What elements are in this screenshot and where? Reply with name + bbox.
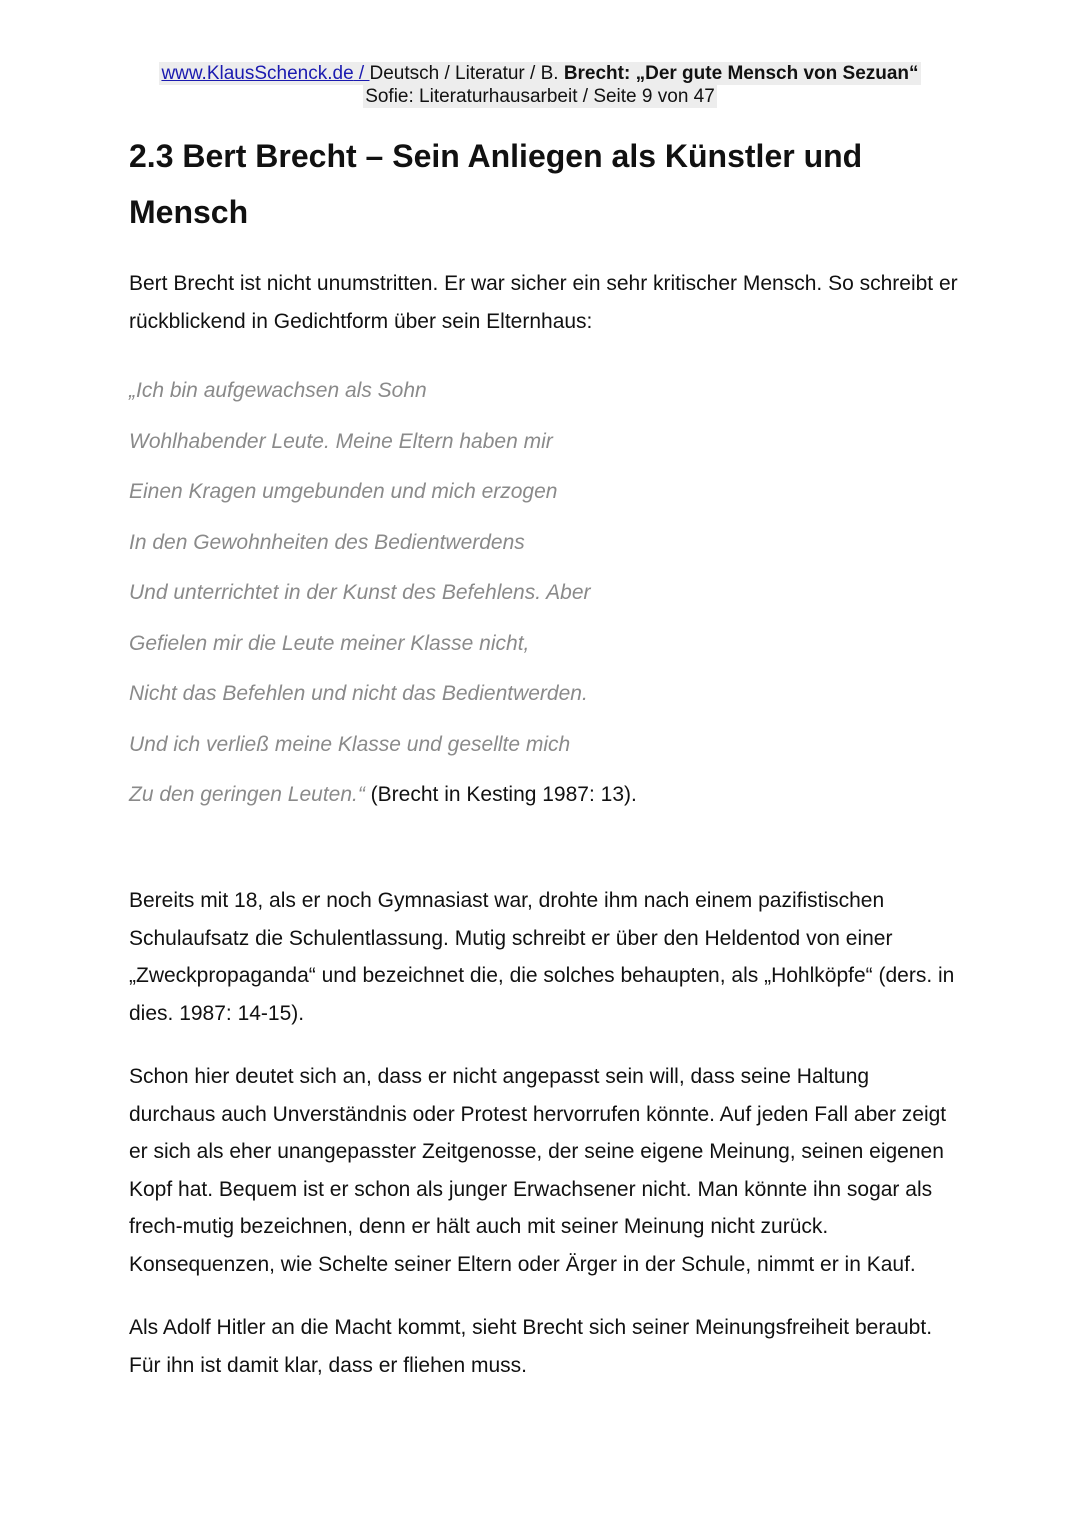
poem-line: Und unterrichtet in der Kunst des Befehlens. Aber [129, 581, 591, 604]
header-source-line [159, 62, 920, 85]
paragraph-school: Bereits mit 18, als er noch Gymnasiast war, drohte ihm nach einem pazifistischen Schulaufsatz die Schulentlassung. Mutig schreibt er über den Heldentod von einer „Zweckpropaganda“ und bezeichnet die, die solches behaupten, als „Hohlköpfe“ (ders. in dies. 1987: 14-15). [129, 889, 955, 1025]
site-link[interactable]: www.KlausSchenck.de [161, 63, 354, 84]
page-header [0, 62, 1080, 108]
poem-line: In den Gewohnheiten des Bedientwerdens [129, 530, 525, 554]
poem-quote [129, 366, 959, 821]
header-path: Deutsch / Literatur / B. [369, 63, 564, 84]
poem-line-text: Zu den geringen Leuten.“ [129, 783, 365, 806]
paragraph-exile: Als Adolf Hitler an die Macht kommt, sieht Brecht sich seiner Meinungsfreiheit beraubt. Für ihn ist damit klar, dass er fliehen muss. [129, 1316, 933, 1377]
intro-paragraph: Bert Brecht ist nicht unumstritten. Er war sicher ein sehr kritischer Mensch. So schreibt er rückblickend in Gedichtform über sein Elternhaus: [129, 272, 958, 333]
paragraph-attitude: Schon hier deutet sich an, dass er nicht angepasst sein will, dass seine Haltung durchaus auch Unverständnis oder Protest hervorrufen könnte. Auf jeden Fall aber zeigt er sich als eher unangepasster Zeitgenosse, der seine eigene Meinung, seinen eigenen Kopf hat. Bequem ist er schon als junger Erwachsener nicht. Man könnte ihn sogar als frech-mutig bezeichnen, denn er hält auch mit seiner Meinung nicht zurück. Konsequenzen, wie Schelte seiner Eltern oder Ärger in der Schule, nimmt er in Kauf. [129, 1065, 947, 1276]
poem-line: Wohlhabender Leute. Meine Eltern haben mir [129, 429, 553, 453]
poem-line: Und ich verließ meine Klasse und gesellte mich [129, 732, 571, 756]
header-work-title: Brecht: „Der gute Mensch von Sezuan“ [563, 63, 919, 84]
poem-line: „Ich bin aufgewachsen als Sohn [129, 379, 427, 402]
section-title: 2.3 Bert Brecht – Sein Anliegen als Künstler und Mensch [129, 138, 863, 230]
poem-last-line [129, 770, 959, 821]
header-page-info: Sofie: Literaturhausarbeit / Seite 9 von 47 [365, 86, 715, 107]
poem-line: Nicht das Befehlen und nicht das Bedientwerden. [129, 682, 588, 705]
poem-line: Einen Kragen umgebunden und mich erzogen [129, 480, 558, 503]
header-separator: / [353, 63, 370, 84]
poem-citation: (Brecht in Kesting 1987: 13). [364, 783, 637, 806]
poem-line: Gefielen mir die Leute meiner Klasse nicht, [129, 631, 530, 655]
